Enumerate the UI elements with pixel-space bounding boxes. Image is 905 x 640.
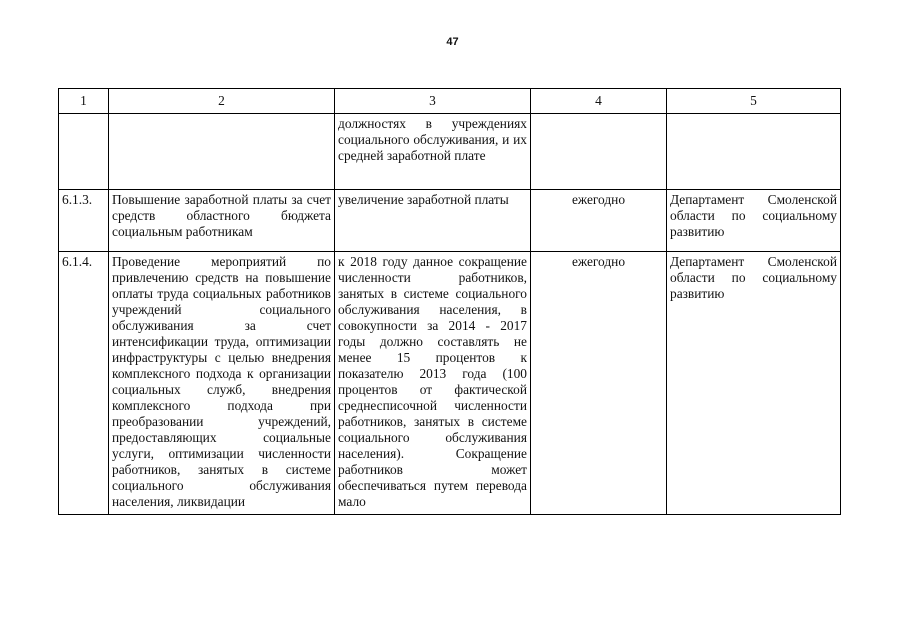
- indicator-cell: должностях в учреждениях социального обслуживания, и их средней заработной плате: [335, 114, 531, 190]
- responsible-cell: [667, 114, 841, 190]
- header-cell-3: 3: [335, 89, 531, 114]
- row-number: 6.1.3.: [59, 190, 109, 252]
- header-cell-5: 5: [667, 89, 841, 114]
- table-header-row: [59, 89, 841, 114]
- measure-cell: Повышение заработной платы за счет средств областного бюджета социальным работникам: [109, 190, 335, 252]
- responsible-cell: Департамент Смоленской области по социальному развитию: [667, 190, 841, 252]
- measure-cell: Проведение мероприятий по привлечению средств на повышение оплаты труда социальных работников учреждений социального обслуживания за счет интенсификации труда, оптимизации инфраструктуры с целью внедрения комплексного подхода к организации социальных служб, внедрения комплексного подхода при преобразовании учреждений, предоставляющих социальные услуги, оптимизации численности работников, занятых в системе социального обслуживания населения, ликвидации: [109, 252, 335, 515]
- indicator-cell: к 2018 году данное сокращение численности работников, занятых в системе социального обслуживания населения, в совокупности за 2014 - 2017 годы должно составлять не менее 15 процентов к показателю 2013 года (100 процентов от фактической среднесписочной численности работников, занятых в системе социального обслуживания населения). Сокращение работников может обеспечиваться путем перевода мало: [335, 252, 531, 515]
- deadline-cell: ежегодно: [531, 252, 667, 515]
- row-number: [59, 114, 109, 190]
- table-row: [59, 252, 841, 515]
- deadline-cell: ежегодно: [531, 190, 667, 252]
- measure-cell: [109, 114, 335, 190]
- page-number: 47: [446, 36, 459, 48]
- table-row: [59, 114, 841, 190]
- row-number: 6.1.4.: [59, 252, 109, 515]
- table-row: [59, 190, 841, 252]
- header-cell-1: 1: [59, 89, 109, 114]
- deadline-cell: [531, 114, 667, 190]
- indicator-cell: увеличение заработной платы: [335, 190, 531, 252]
- header-cell-4: 4: [531, 89, 667, 114]
- header-cell-2: 2: [109, 89, 335, 114]
- plan-table: [58, 88, 841, 515]
- responsible-cell: Департамент Смоленской области по социальному развитию: [667, 252, 841, 515]
